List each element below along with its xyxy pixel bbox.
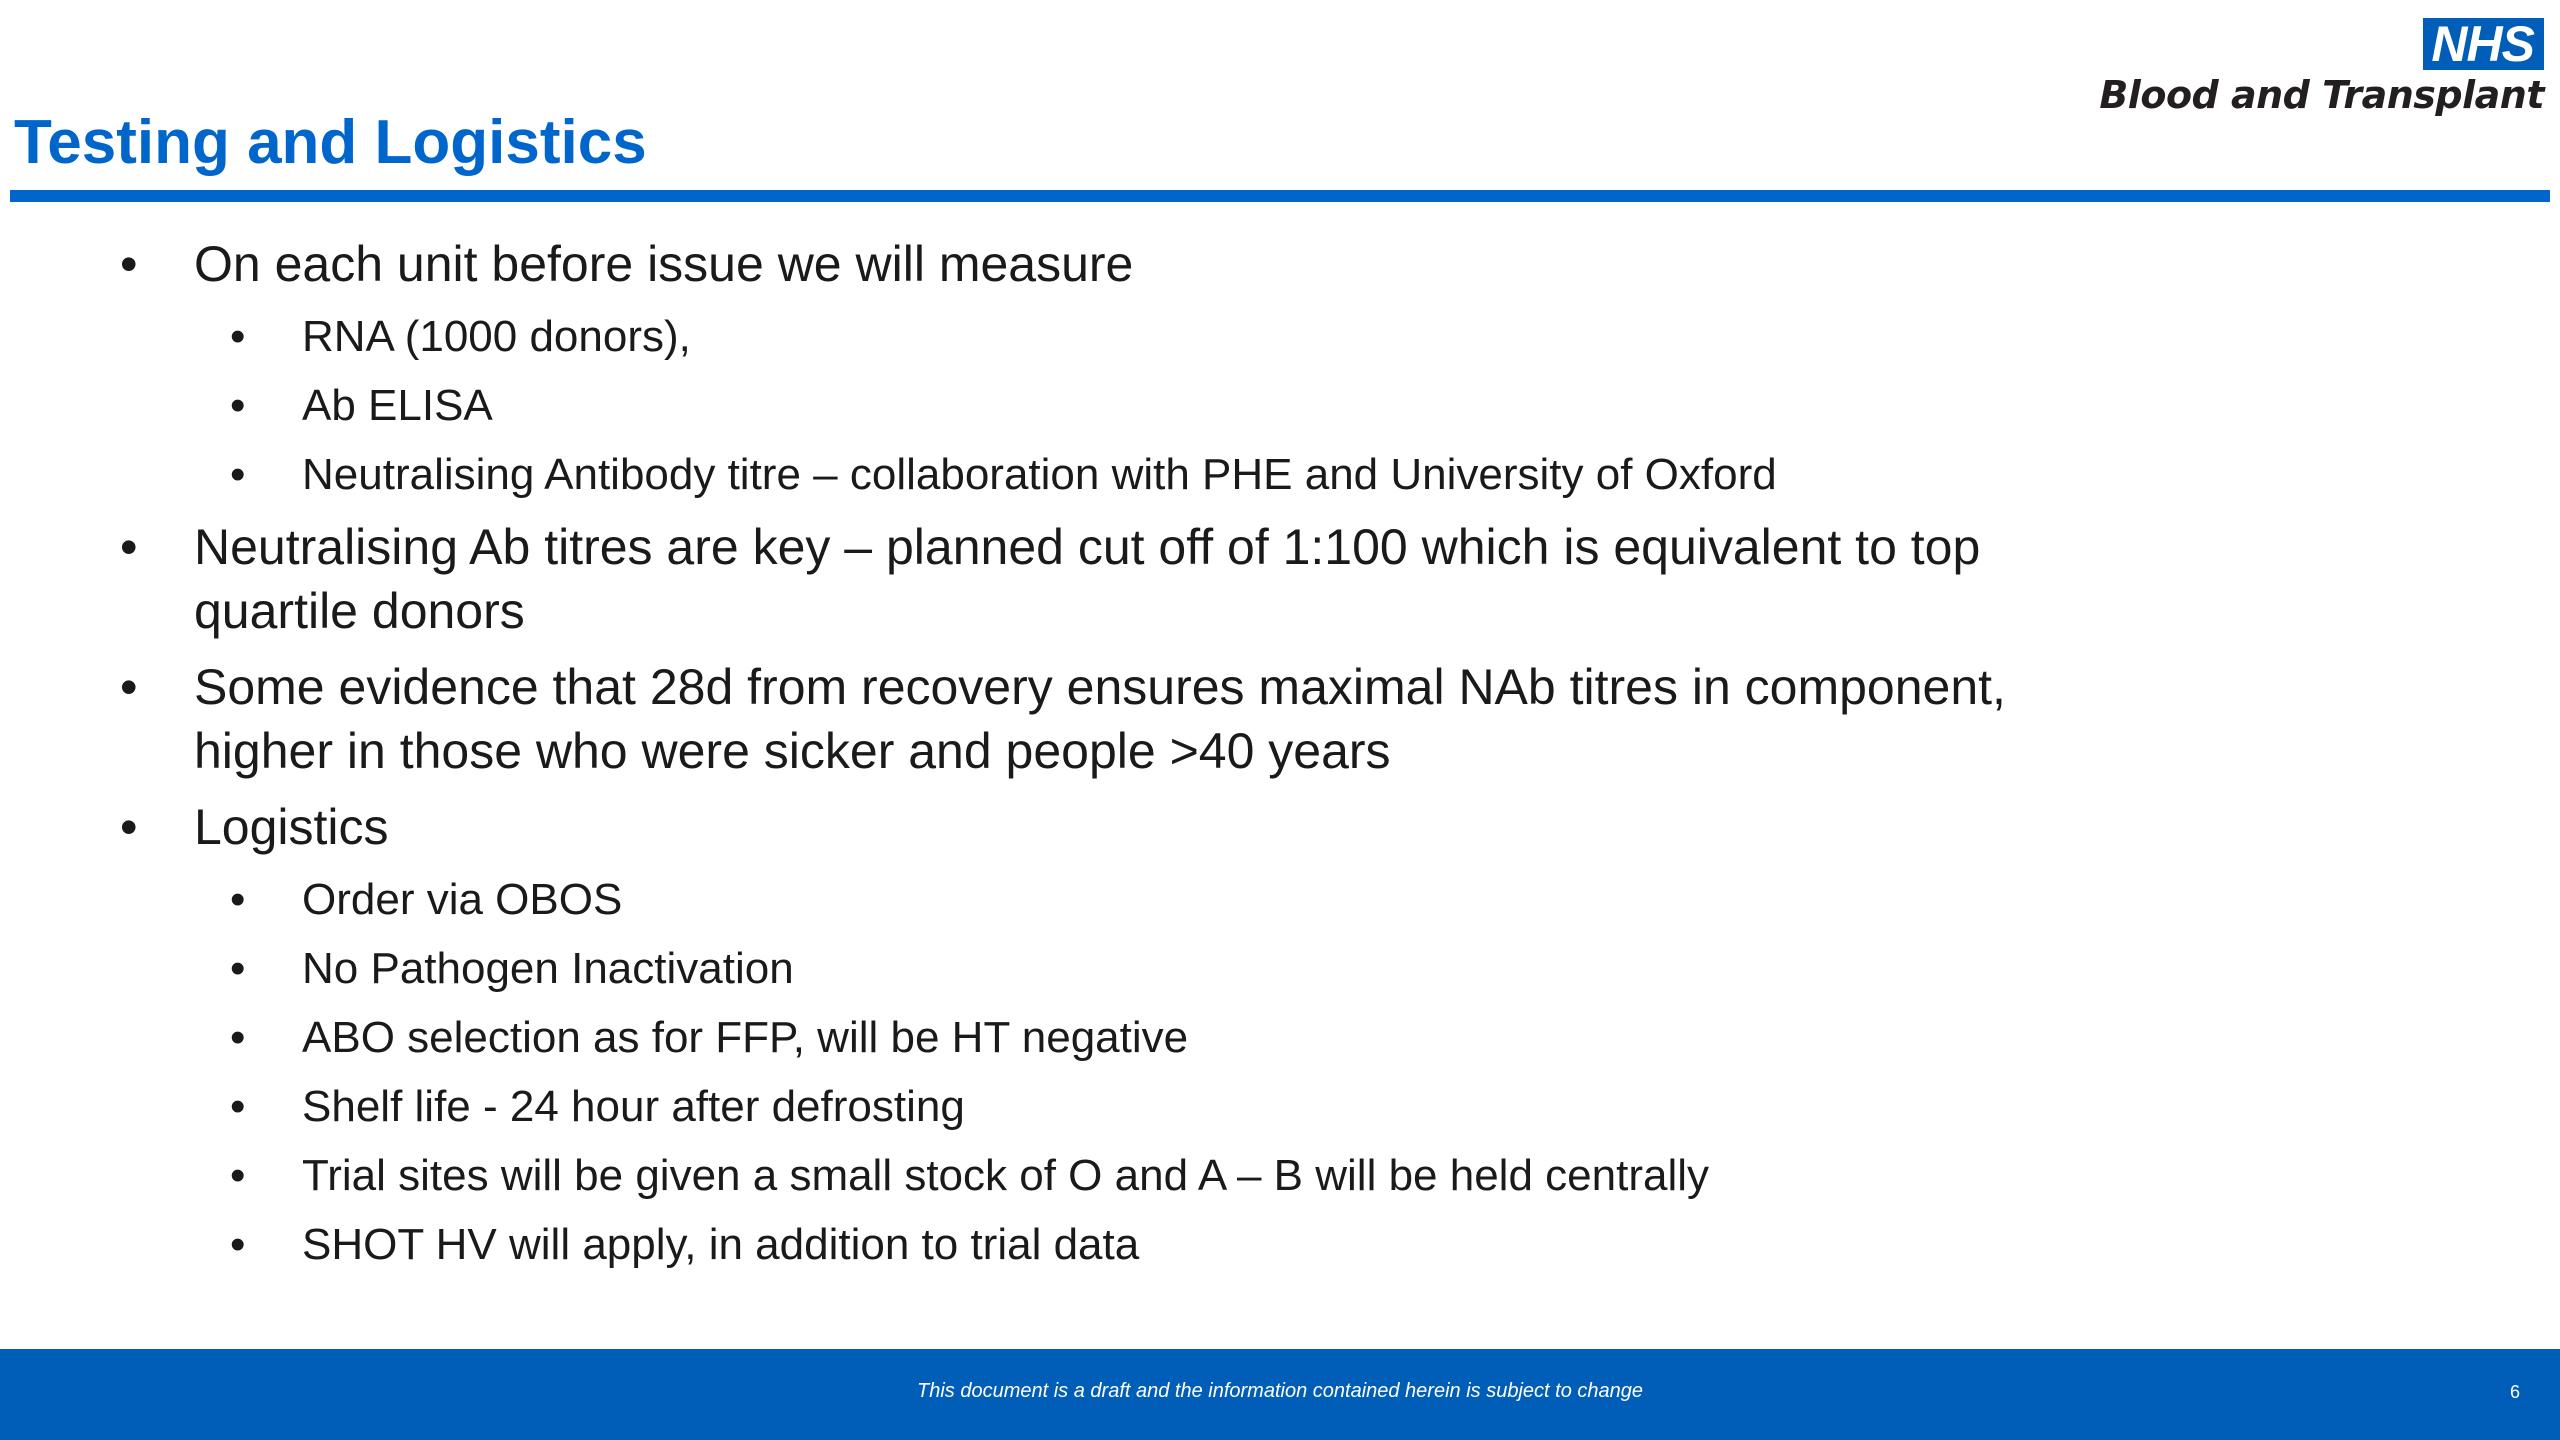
slide-content — [0, 220, 2100, 1273]
footer-disclaimer: This document is a draft and the information contained herein is subject to change — [917, 1380, 1643, 1402]
bullet-icon: • — [230, 1220, 246, 1269]
bullet-item — [0, 232, 2100, 296]
bullet-icon: • — [230, 312, 246, 361]
bullet-icon: • — [230, 1151, 246, 1200]
bullet-text: On each unit before issue we will measure — [194, 236, 1134, 292]
bullet-icon: • — [230, 450, 246, 499]
nhs-logo-mark: NHS — [2423, 18, 2544, 70]
sub-bullet-item — [0, 1217, 2100, 1273]
bullet-text: Neutralising Antibody titre – collaboration with PHE and University of Oxford — [302, 450, 1777, 499]
bullet-item — [0, 515, 2100, 643]
bullet-text: ABO selection as for FFP, will be HT negative — [302, 1013, 1189, 1062]
sub-bullet-item — [0, 309, 2100, 365]
bullet-icon: • — [230, 1082, 246, 1131]
bullet-item — [0, 795, 2100, 859]
bullet-icon: • — [120, 799, 138, 855]
footer-bar — [0, 1349, 2560, 1440]
sub-bullet-item — [0, 1079, 2100, 1135]
bullet-icon: • — [230, 875, 246, 924]
bullet-icon: • — [120, 659, 138, 715]
sub-bullet-item — [0, 941, 2100, 997]
bullet-text: Logistics — [194, 799, 389, 855]
bullet-text: Ab ELISA — [302, 381, 493, 430]
sub-bullet-item — [0, 1148, 2100, 1204]
bullet-text: No Pathogen Inactivation — [302, 944, 794, 993]
sub-bullet-item — [0, 378, 2100, 434]
bullet-icon: • — [230, 944, 246, 993]
bullet-icon: • — [230, 381, 246, 430]
bullet-text: SHOT HV will apply, in addition to trial data — [302, 1220, 1140, 1269]
bullet-icon: • — [120, 236, 138, 292]
bullet-icon: • — [120, 519, 138, 575]
bullet-text: Shelf life - 24 hour after defrosting — [302, 1082, 965, 1131]
nhs-logo-subtitle: Blood and Transplant — [2099, 73, 2544, 117]
bullet-text: Trial sites will be given a small stock of O and A – B will be held centrally — [302, 1151, 1709, 1200]
sub-bullet-item — [0, 872, 2100, 928]
bullet-text: RNA (1000 donors), — [302, 312, 691, 361]
slide-title: Testing and Logistics — [14, 108, 647, 177]
bullet-item — [0, 655, 2100, 783]
page-number: 6 — [2509, 1382, 2520, 1402]
bullet-text: Some evidence that 28d from recovery ensures maximal NAb titres in component, higher in those who were sicker and people >40 years — [194, 659, 2006, 779]
sub-bullet-item — [0, 1010, 2100, 1066]
bullet-text: Neutralising Ab titres are key – planned cut off of 1:100 which is equivalent to top quartile donors — [194, 519, 1981, 639]
bullet-list — [0, 232, 2100, 1273]
sub-bullet-item — [0, 447, 2100, 503]
bullet-icon: • — [230, 1013, 246, 1062]
bullet-text: Order via OBOS — [302, 875, 623, 924]
title-underline — [10, 190, 2550, 202]
nhs-logo — [2099, 18, 2544, 118]
